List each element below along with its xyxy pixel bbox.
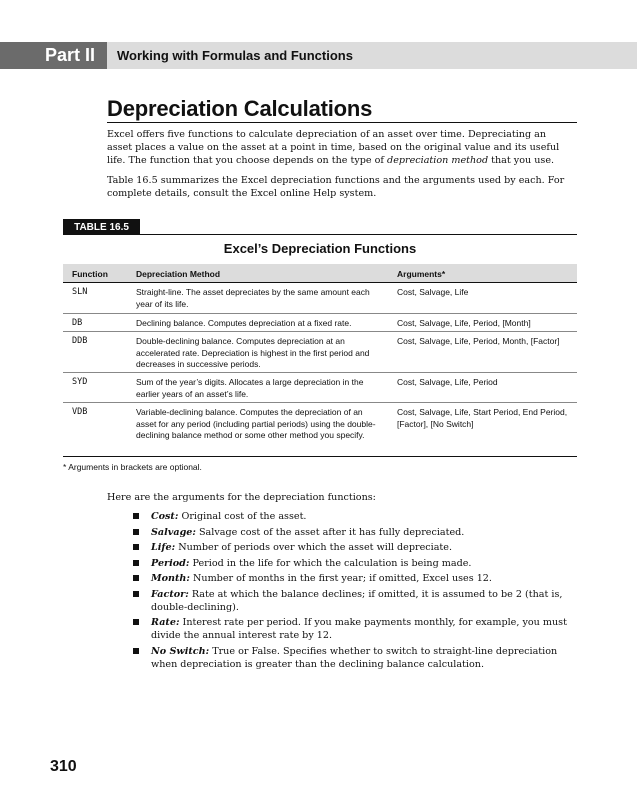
- arguments-list: [133, 510, 573, 673]
- function-arguments: Cost, Salvage, Life, Period: [397, 377, 498, 387]
- bullet-square-icon: [133, 619, 139, 625]
- function-name: VDB: [72, 407, 88, 417]
- bullet-square-icon: [133, 591, 139, 597]
- table-row: [63, 332, 577, 373]
- method-description: Declining balance. Computes depreciation at a fixed rate.: [136, 318, 352, 328]
- running-header-title: Working with Formulas and Functions: [117, 48, 353, 63]
- table-row: [63, 403, 577, 457]
- list-item: No Switch: True or False. Specifies whether to switch to straight-line depreciation when depreciation is greater than the declining balance calculation.: [133, 645, 573, 671]
- bullet-square-icon: [133, 648, 139, 654]
- running-header: [0, 42, 637, 69]
- list-item: Factor: Rate at which the balance declines; if omitted, it is assumed to be 2 (that is, double-declining).: [133, 588, 573, 614]
- arguments-intro: Here are the arguments for the depreciation functions:: [107, 492, 376, 503]
- list-item: Salvage: Salvage cost of the asset after it has fully depreciated.: [133, 526, 573, 539]
- depreciation-method-term: depreciation method: [387, 155, 489, 166]
- table-row: [63, 314, 577, 332]
- bullet-square-icon: [133, 529, 139, 535]
- summary-paragraph: Table 16.5 summarizes the Excel depreciation functions and the arguments used by each. For complete details, consult the Excel online Help system.: [107, 175, 565, 199]
- function-name: DDB: [72, 336, 88, 346]
- bullet-square-icon: [133, 513, 139, 519]
- table-row: [63, 283, 577, 314]
- list-item: Month: Number of months in the first year; if omitted, Excel uses 12.: [133, 572, 573, 585]
- part-label: Part II: [0, 42, 107, 69]
- header-method: Depreciation Method: [136, 269, 221, 279]
- table-top-rule: [63, 234, 577, 235]
- section-rule: [107, 122, 577, 123]
- section-title: Depreciation Calculations: [107, 96, 373, 121]
- function-arguments: Cost, Salvage, Life, Start Period, End Period, [Factor], [No Switch]: [397, 407, 568, 429]
- table-footnote: * Arguments in brackets are optional.: [63, 462, 202, 472]
- intro-paragraph: Excel offers five functions to calculate depreciation of an asset over time. Depreciating an asset places a value on the asset at a point in time, based on the original value and its useful life. The function that you choose depends on the type of depreciation method that you use.: [107, 129, 560, 166]
- table-tag: TABLE 16.5: [63, 219, 140, 235]
- method-description: Sum of the year’s digits. Allocates a large depreciation in the earlier years of an asset’s life.: [136, 377, 364, 399]
- function-name: SLN: [72, 287, 88, 297]
- list-item: Period: Period in the life for which the calculation is being made.: [133, 557, 573, 570]
- method-description: Straight-line. The asset depreciates by the same amount each year of its life.: [136, 287, 370, 309]
- list-item: Rate: Interest rate per period. If you make payments monthly, for example, you must divide the annual interest rate by 12.: [133, 616, 573, 642]
- header-function: Function: [72, 269, 108, 279]
- function-name: DB: [72, 318, 83, 328]
- method-description: Variable-declining balance. Computes the depreciation of an asset for any period (including partial periods) using the double-declining balance method or some other method you specify.: [136, 407, 376, 440]
- list-item: Cost: Original cost of the asset.: [133, 510, 573, 523]
- table-row: [63, 373, 577, 403]
- function-arguments: Cost, Salvage, Life, Period, Month, [Factor]: [397, 336, 560, 346]
- table-header: [63, 264, 577, 283]
- method-description: Double-declining balance. Computes depreciation at an accelerated rate. Depreciation is highest in the first period and decreases in successive periods.: [136, 336, 370, 369]
- bullet-square-icon: [133, 575, 139, 581]
- list-item: Life: Number of periods over which the asset will depreciate.: [133, 541, 573, 554]
- function-arguments: Cost, Salvage, Life: [397, 287, 469, 297]
- header-arguments: Arguments*: [397, 269, 446, 279]
- function-name: SYD: [72, 377, 88, 387]
- table-title: Excel’s Depreciation Functions: [223, 241, 417, 256]
- page-number: 310: [50, 758, 77, 775]
- bullet-square-icon: [133, 560, 139, 566]
- function-arguments: Cost, Salvage, Life, Period, [Month]: [397, 318, 531, 328]
- bullet-square-icon: [133, 544, 139, 550]
